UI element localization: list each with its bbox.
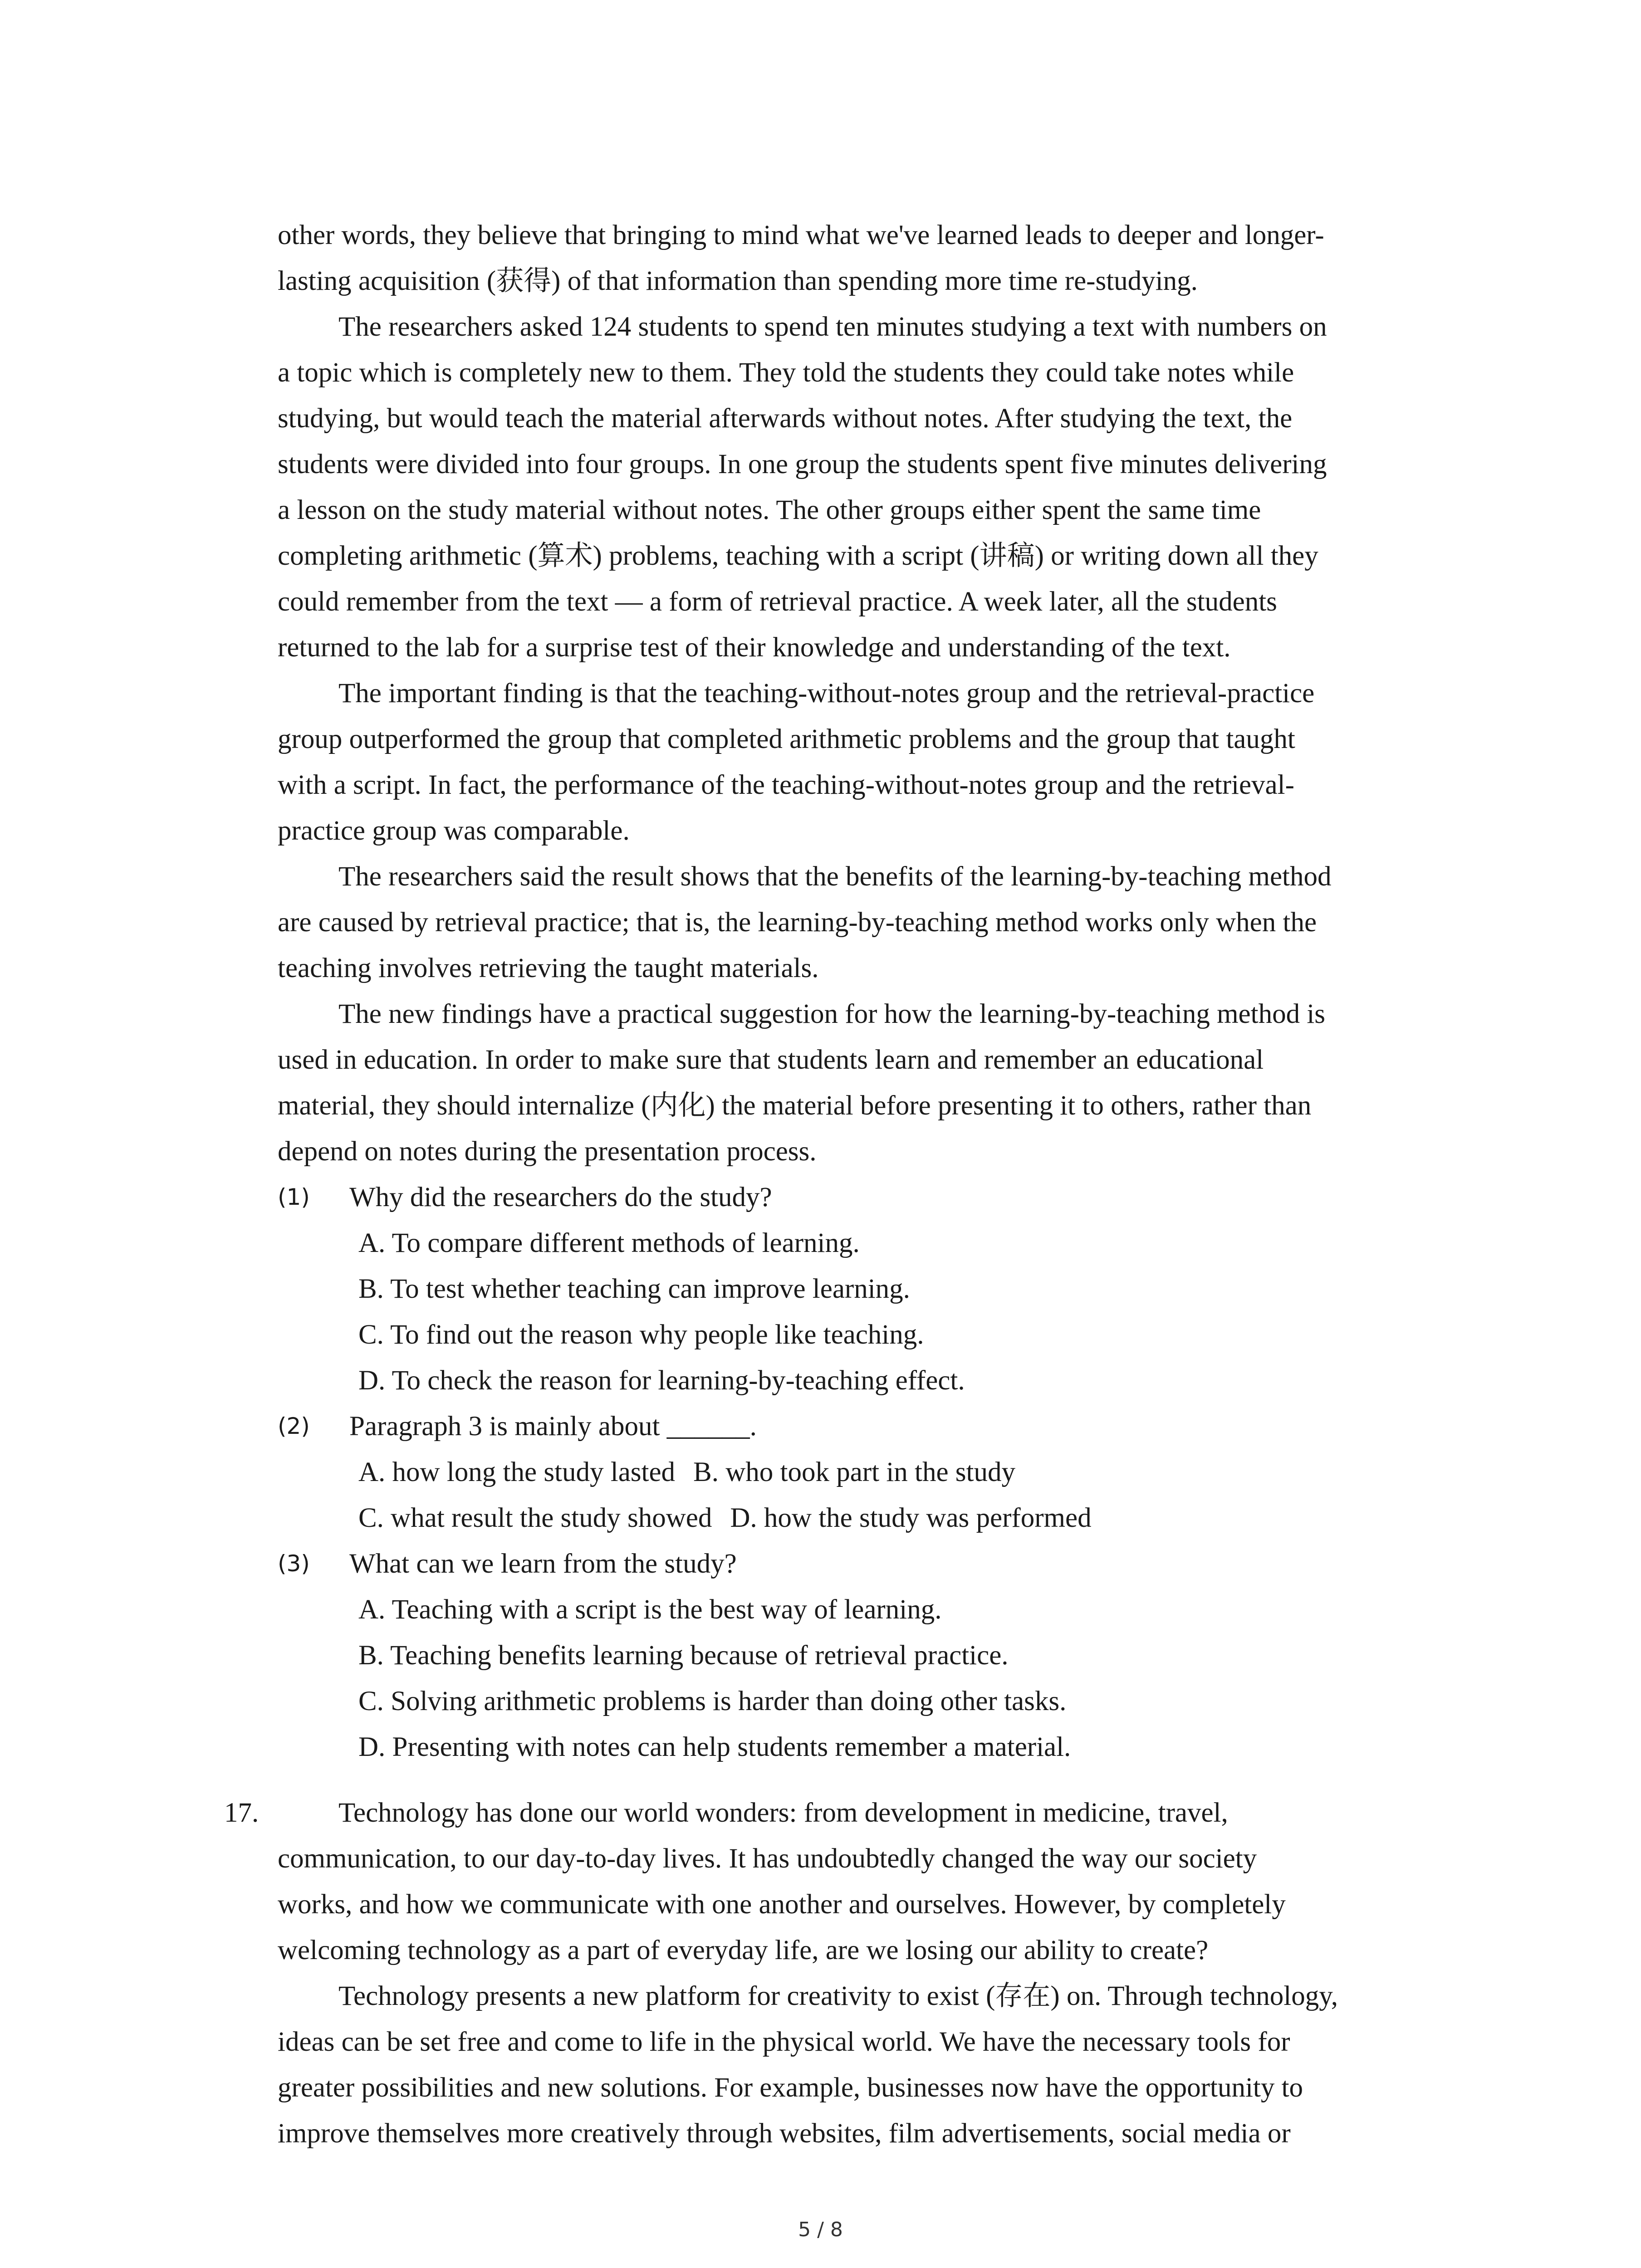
paragraph-line: The important finding is that the teaching-without-notes group and the retrieval-practice: [338, 678, 1315, 709]
paragraph-line: are caused by retrieval practice; that is, the learning-by-teaching method works only when the: [278, 907, 1317, 938]
paragraph-line: welcoming technology as a part of everyday life, are we losing our ability to create?: [278, 1935, 1209, 1965]
question-1: [278, 1174, 1457, 1220]
paragraph-line: returned to the lab for a surprise test of their knowledge and understanding of the text.: [278, 632, 1231, 663]
answer-option: D. Presenting with notes can help students remember a material.: [358, 1732, 1071, 1762]
answer-option: D. how the study was performed: [730, 1503, 1092, 1533]
paragraph-line: with a script. In fact, the performance of the teaching-without-notes group and the retrieval-: [278, 770, 1294, 800]
answer-option: B. who took part in the study: [693, 1457, 1015, 1487]
paragraph-line: improve themselves more creatively through websites, film advertisements, social media or: [278, 2118, 1291, 2149]
paragraph-line: material, they should internalize (内化) the material before presenting it to others, rather than: [278, 1090, 1312, 1121]
paragraph-line: could remember from the text — a form of retrieval practice. A week later, all the students: [278, 587, 1277, 617]
paragraph-line: greater possibilities and new solutions. For example, businesses now have the opportunity to: [278, 2072, 1303, 2103]
paragraph-line: works, and how we communicate with one another and ourselves. However, by completely: [278, 1889, 1286, 1920]
question-2: [278, 1403, 1457, 1449]
paragraph-line: group outperformed the group that completed arithmetic problems and the group that taught: [278, 724, 1295, 754]
paragraph-line: studying, but would teach the material afterwards without notes. After studying the text, the: [278, 403, 1293, 434]
paragraph-line: The new findings have a practical suggestion for how the learning-by-teaching method is: [338, 999, 1326, 1029]
paragraph-line: a topic which is completely new to them. They told the students they could take notes while: [278, 357, 1294, 388]
paragraph-line: used in education. In order to make sure that students learn and remember an educational: [278, 1045, 1264, 1075]
answer-option: C. To find out the reason why people like teaching.: [358, 1320, 924, 1350]
question-stem: What can we learn from the study?: [349, 1549, 737, 1579]
paragraph-line: completing arithmetic (算术) problems, teaching with a script (讲稿) or writing down all they: [278, 541, 1318, 571]
question-number: (2): [278, 1413, 310, 1439]
paragraph-line: Technology presents a new platform for creativity to exist (存在) on. Through technology,: [338, 1981, 1338, 2011]
answer-option: A. how long the study lasted: [358, 1457, 676, 1487]
paragraph-line: depend on notes during the presentation process.: [278, 1136, 817, 1167]
answer-option: C. what result the study showed: [358, 1503, 712, 1533]
paragraph-line: ideas can be set free and come to life in the physical world. We have the necessary tools for: [278, 2027, 1290, 2057]
paragraph-line: teaching involves retrieving the taught materials.: [278, 953, 819, 983]
answer-option: A. To compare different methods of learning.: [358, 1228, 860, 1258]
answer-option: A. Teaching with a script is the best way of learning.: [358, 1594, 942, 1625]
paragraph-line: The researchers asked 124 students to spend ten minutes studying a text with numbers on: [338, 312, 1327, 342]
answer-option: C. Solving arithmetic problems is harder than doing other tasks.: [358, 1686, 1067, 1716]
paragraph-line: a lesson on the study material without notes. The other groups either spent the same time: [278, 495, 1261, 525]
question-stem: Why did the researchers do the study?: [349, 1182, 772, 1212]
item-number: 17.: [224, 1798, 259, 1828]
question-number: (1): [278, 1184, 310, 1210]
paragraph-line: other words, they believe that bringing to mind what we've learned leads to deeper and longer-: [278, 220, 1324, 250]
passage-16: [278, 212, 1457, 1770]
paragraph-line: Technology has done our world wonders: from development in medicine, travel,: [338, 1798, 1228, 1828]
paragraph-line: practice group was comparable.: [278, 816, 630, 846]
passage-17: [278, 1790, 1457, 2156]
question-number: (3): [278, 1550, 310, 1577]
paragraph-line: The researchers said the result shows that the benefits of the learning-by-teaching method: [338, 861, 1332, 892]
answer-option: B. Teaching benefits learning because of retrieval practice.: [358, 1640, 1009, 1671]
question-3: [278, 1541, 1457, 1587]
page-number: 5 / 8: [798, 2218, 843, 2241]
answer-option-pair: [278, 1449, 1457, 1495]
answer-option: D. To check the reason for learning-by-teaching effect.: [358, 1365, 965, 1396]
paragraph-line: lasting acquisition (获得) of that information than spending more time re-studying.: [278, 266, 1198, 296]
question-stem: Paragraph 3 is mainly about ______.: [349, 1411, 757, 1442]
paragraph-line: students were divided into four groups. In one group the students spent five minutes delivering: [278, 449, 1327, 479]
answer-option-pair: [278, 1495, 1457, 1541]
answer-option: B. To test whether teaching can improve learning.: [358, 1274, 910, 1304]
paragraph-line: communication, to our day-to-day lives. It has undoubtedly changed the way our society: [278, 1843, 1257, 1874]
